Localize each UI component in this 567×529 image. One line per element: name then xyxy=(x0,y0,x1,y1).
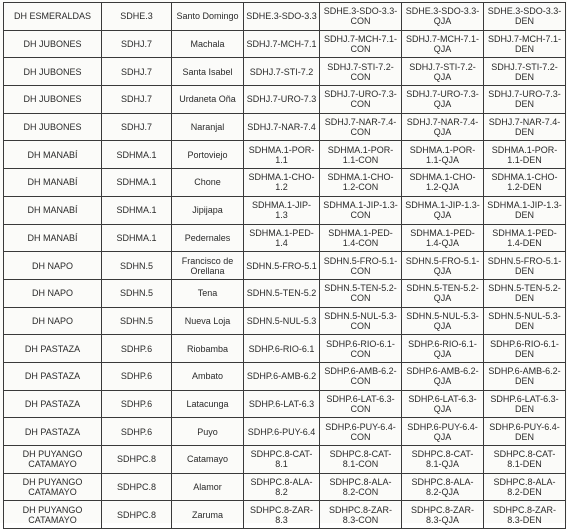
canton-cell: Chone xyxy=(172,169,244,197)
sd-cell: SDHMA.1 xyxy=(102,169,172,197)
den-code-cell: SDHJ.7-URO-7.3-DEN xyxy=(484,86,566,114)
qja-code-cell: SDHN.5-FRO-5.1-QJA xyxy=(402,252,484,280)
con-code-cell: SDHPC.8-ALA-8.2-CON xyxy=(320,473,402,501)
den-code-cell: SDHP.6-RIO-6.1-DEN xyxy=(484,335,566,363)
table-row xyxy=(4,335,566,363)
code-cell: SDHP.6-RIO-6.1 xyxy=(244,335,320,363)
table-row xyxy=(4,252,566,280)
canton-cell: Zaruma xyxy=(172,501,244,529)
code-cell: SDHP.6-AMB-6.2 xyxy=(244,362,320,390)
qja-code-cell: SDHMA.1-PED-1.4-QJA xyxy=(402,224,484,252)
canton-cell: Nueva Loja xyxy=(172,307,244,335)
dh-cell: DH MANABÍ xyxy=(4,224,102,252)
dh-cell: DH MANABÍ xyxy=(4,141,102,169)
table-row xyxy=(4,307,566,335)
dh-cell: DH JUBONES xyxy=(4,30,102,58)
den-code-cell: SDHJ.7-STI-7.2-DEN xyxy=(484,58,566,86)
dh-cell: DH JUBONES xyxy=(4,113,102,141)
sd-cell: SDHJ.7 xyxy=(102,30,172,58)
sd-cell: SDHN.5 xyxy=(102,252,172,280)
sd-cell: SDHN.5 xyxy=(102,307,172,335)
table-row xyxy=(4,113,566,141)
dh-cell: DH MANABÍ xyxy=(4,196,102,224)
con-code-cell: SDHJ.7-MCH-7.1-CON xyxy=(320,30,402,58)
den-code-cell: SDHPC.8-CAT-8.1-DEN xyxy=(484,446,566,474)
con-code-cell: SDHN.5-NUL-5.3-CON xyxy=(320,307,402,335)
con-code-cell: SDHP.6-LAT-6.3-CON xyxy=(320,390,402,418)
table-row xyxy=(4,362,566,390)
den-code-cell: SDHMA.1-CHO-1.2-DEN xyxy=(484,169,566,197)
sd-cell: SDHN.5 xyxy=(102,279,172,307)
canton-cell: Latacunga xyxy=(172,390,244,418)
con-code-cell: SDHMA.1-CHO-1.2-CON xyxy=(320,169,402,197)
qja-code-cell: SDHMA.1-JIP-1.3-QJA xyxy=(402,196,484,224)
table-row xyxy=(4,501,566,529)
code-cell: SDHN.5-NUL-5.3 xyxy=(244,307,320,335)
canton-cell: Francisco de Orellana xyxy=(172,252,244,280)
canton-cell: Catamayo xyxy=(172,446,244,474)
den-code-cell: SDHMA.1-JIP-1.3-DEN xyxy=(484,196,566,224)
qja-code-cell: SDHP.6-PUY-6.4-QJA xyxy=(402,418,484,446)
codes-table xyxy=(3,2,566,529)
canton-cell: Alamor xyxy=(172,473,244,501)
con-code-cell: SDHPC.8-ZAR-8.3-CON xyxy=(320,501,402,529)
con-code-cell: SDHMA.1-PED-1.4-CON xyxy=(320,224,402,252)
den-code-cell: SDHP.6-LAT-6.3-DEN xyxy=(484,390,566,418)
sd-cell: SDHJ.7 xyxy=(102,58,172,86)
table-row xyxy=(4,3,566,31)
qja-code-cell: SDHPC.8-CAT-8.1-QJA xyxy=(402,446,484,474)
dh-cell: DH NAPO xyxy=(4,252,102,280)
table-row xyxy=(4,418,566,446)
sd-cell: SDHP.6 xyxy=(102,418,172,446)
canton-cell: Jipijapa xyxy=(172,196,244,224)
den-code-cell: SDHN.5-TEN-5.2-DEN xyxy=(484,279,566,307)
qja-code-cell: SDHJ.7-URO-7.3-QJA xyxy=(402,86,484,114)
qja-code-cell: SDHJ.7-NAR-7.4-QJA xyxy=(402,113,484,141)
con-code-cell: SDHJ.7-URO-7.3-CON xyxy=(320,86,402,114)
table-row xyxy=(4,169,566,197)
canton-cell: Urdaneta Oña xyxy=(172,86,244,114)
sd-cell: SDHMA.1 xyxy=(102,224,172,252)
code-cell: SDHE.3-SDO-3.3 xyxy=(244,3,320,31)
qja-code-cell: SDHN.5-TEN-5.2-QJA xyxy=(402,279,484,307)
table-row xyxy=(4,473,566,501)
qja-code-cell: SDHPC.8-ZAR-8.3-QJA xyxy=(402,501,484,529)
con-code-cell: SDHP.6-PUY-6.4-CON xyxy=(320,418,402,446)
sd-cell: SDHJ.7 xyxy=(102,113,172,141)
sd-cell: SDHE.3 xyxy=(102,3,172,31)
sd-cell: SDHP.6 xyxy=(102,390,172,418)
den-code-cell: SDHPC.8-ZAR-8.3-DEN xyxy=(484,501,566,529)
dh-cell: DH PUYANGO CATAMAYO xyxy=(4,446,102,474)
sd-cell: SDHP.6 xyxy=(102,362,172,390)
den-code-cell: SDHMA.1-POR-1.1-DEN xyxy=(484,141,566,169)
code-cell: SDHMA.1-CHO-1.2 xyxy=(244,169,320,197)
dh-cell: DH PASTAZA xyxy=(4,390,102,418)
con-code-cell: SDHP.6-AMB-6.2-CON xyxy=(320,362,402,390)
dh-cell: DH NAPO xyxy=(4,279,102,307)
den-code-cell: SDHP.6-AMB-6.2-DEN xyxy=(484,362,566,390)
dh-cell: DH PUYANGO CATAMAYO xyxy=(4,501,102,529)
qja-code-cell: SDHJ.7-MCH-7.1-QJA xyxy=(402,30,484,58)
code-cell: SDHP.6-LAT-6.3 xyxy=(244,390,320,418)
canton-cell: Pedernales xyxy=(172,224,244,252)
code-cell: SDHPC.8-ZAR-8.3 xyxy=(244,501,320,529)
table-row xyxy=(4,446,566,474)
code-cell: SDHMA.1-JIP-1.3 xyxy=(244,196,320,224)
table-row xyxy=(4,141,566,169)
con-code-cell: SDHN.5-FRO-5.1-CON xyxy=(320,252,402,280)
code-cell: SDHP.6-PUY-6.4 xyxy=(244,418,320,446)
dh-cell: DH PASTAZA xyxy=(4,362,102,390)
den-code-cell: SDHMA.1-PED-1.4-DEN xyxy=(484,224,566,252)
canton-cell: Puyo xyxy=(172,418,244,446)
den-code-cell: SDHP.6-PUY-6.4-DEN xyxy=(484,418,566,446)
qja-code-cell: SDHMA.1-POR-1.1-QJA xyxy=(402,141,484,169)
code-cell: SDHPC.8-CAT-8.1 xyxy=(244,446,320,474)
sd-cell: SDHMA.1 xyxy=(102,141,172,169)
qja-code-cell: SDHP.6-AMB-6.2-QJA xyxy=(402,362,484,390)
con-code-cell: SDHPC.8-CAT-8.1-CON xyxy=(320,446,402,474)
qja-code-cell: SDHE.3-SDO-3.3-QJA xyxy=(402,3,484,31)
code-cell: SDHJ.7-MCH-7.1 xyxy=(244,30,320,58)
dh-cell: DH NAPO xyxy=(4,307,102,335)
con-code-cell: SDHP.6-RIO-6.1-CON xyxy=(320,335,402,363)
sd-cell: SDHJ.7 xyxy=(102,86,172,114)
code-cell: SDHPC.8-ALA-8.2 xyxy=(244,473,320,501)
qja-code-cell: SDHMA.1-CHO-1.2-QJA xyxy=(402,169,484,197)
code-cell: SDHMA.1-PED-1.4 xyxy=(244,224,320,252)
den-code-cell: SDHPC.8-ALA-8.2-DEN xyxy=(484,473,566,501)
table-row xyxy=(4,30,566,58)
dh-cell: DH PASTAZA xyxy=(4,418,102,446)
dh-cell: DH JUBONES xyxy=(4,86,102,114)
code-cell: SDHN.5-TEN-5.2 xyxy=(244,279,320,307)
qja-code-cell: SDHPC.8-ALA-8.2-QJA xyxy=(402,473,484,501)
qja-code-cell: SDHN.5-NUL-5.3-QJA xyxy=(402,307,484,335)
table-row xyxy=(4,390,566,418)
con-code-cell: SDHN.5-TEN-5.2-CON xyxy=(320,279,402,307)
canton-cell: Tena xyxy=(172,279,244,307)
code-cell: SDHJ.7-STI-7.2 xyxy=(244,58,320,86)
code-cell: SDHMA.1-POR-1.1 xyxy=(244,141,320,169)
den-code-cell: SDHJ.7-NAR-7.4-DEN xyxy=(484,113,566,141)
dh-cell: DH JUBONES xyxy=(4,58,102,86)
den-code-cell: SDHE.3-SDO-3.3-DEN xyxy=(484,3,566,31)
sd-cell: SDHP.6 xyxy=(102,335,172,363)
con-code-cell: SDHJ.7-NAR-7.4-CON xyxy=(320,113,402,141)
canton-cell: Riobamba xyxy=(172,335,244,363)
table-row xyxy=(4,86,566,114)
canton-cell: Santo Domingo xyxy=(172,3,244,31)
code-cell: SDHN.5-FRO-5.1 xyxy=(244,252,320,280)
canton-cell: Ambato xyxy=(172,362,244,390)
table-row xyxy=(4,58,566,86)
canton-cell: Santa Isabel xyxy=(172,58,244,86)
table-body xyxy=(4,3,566,529)
con-code-cell: SDHMA.1-JIP-1.3-CON xyxy=(320,196,402,224)
den-code-cell: SDHN.5-FRO-5.1-DEN xyxy=(484,252,566,280)
table-row xyxy=(4,279,566,307)
qja-code-cell: SDHP.6-RIO-6.1-QJA xyxy=(402,335,484,363)
con-code-cell: SDHE.3-SDO-3.3-CON xyxy=(320,3,402,31)
dh-cell: DH ESMERALDAS xyxy=(4,3,102,31)
den-code-cell: SDHJ.7-MCH-7.1-DEN xyxy=(484,30,566,58)
qja-code-cell: SDHJ.7-STI-7.2-QJA xyxy=(402,58,484,86)
dh-cell: DH PUYANGO CATAMAYO xyxy=(4,473,102,501)
code-cell: SDHJ.7-NAR-7.4 xyxy=(244,113,320,141)
canton-cell: Portoviejo xyxy=(172,141,244,169)
sd-cell: SDHMA.1 xyxy=(102,196,172,224)
sd-cell: SDHPC.8 xyxy=(102,473,172,501)
den-code-cell: SDHN.5-NUL-5.3-DEN xyxy=(484,307,566,335)
table-row xyxy=(4,196,566,224)
canton-cell: Naranjal xyxy=(172,113,244,141)
table-row xyxy=(4,224,566,252)
sd-cell: SDHPC.8 xyxy=(102,501,172,529)
dh-cell: DH MANABÍ xyxy=(4,169,102,197)
dh-cell: DH PASTAZA xyxy=(4,335,102,363)
qja-code-cell: SDHP.6-LAT-6.3-QJA xyxy=(402,390,484,418)
con-code-cell: SDHJ.7-STI-7.2-CON xyxy=(320,58,402,86)
con-code-cell: SDHMA.1-POR-1.1-CON xyxy=(320,141,402,169)
sd-cell: SDHPC.8 xyxy=(102,446,172,474)
canton-cell: Machala xyxy=(172,30,244,58)
code-cell: SDHJ.7-URO-7.3 xyxy=(244,86,320,114)
